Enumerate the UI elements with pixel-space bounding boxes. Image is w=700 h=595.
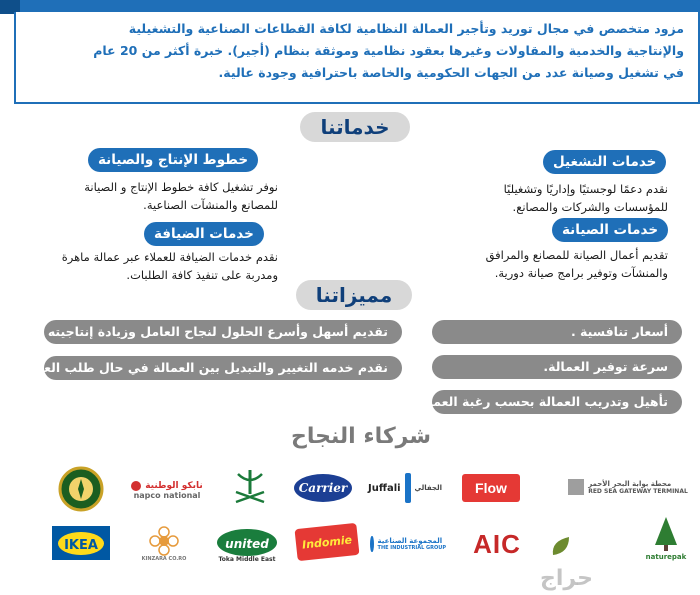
carrier-logo-text: Carrier	[298, 481, 348, 495]
partners-title: شركاء النجاح	[290, 424, 432, 449]
kinzara-logo	[134, 522, 194, 566]
feature-item: سرعة توفير العمالة.	[432, 355, 682, 379]
napco-logo-arabic: نابكو الوطنية	[145, 480, 203, 491]
red-sea-logo-text: RED SEA GATEWAY TERMINAL	[588, 487, 688, 495]
saudi-emblem-logo	[228, 464, 272, 510]
tree-icon	[651, 515, 681, 553]
leaf-icon	[547, 533, 575, 561]
production-service-desc: نوفر تشغيل كافة خطوط الإنتاج و الصيانة للمصانع والمنشآت الصناعية.	[84, 180, 278, 212]
intro-text	[34, 18, 684, 84]
industrial-group-arabic: المجموعة الصناعية	[377, 537, 443, 545]
red-sea-mark-icon	[568, 479, 584, 495]
ikea-logo-text: IKEA	[64, 537, 98, 553]
intro-line-3: في تشغيل وصيانة عدد من الجهات الحكومية والخاصة باحترافية وجودة عالية.	[218, 65, 684, 80]
maintenance-service-desc: تقديم أعمال الصيانة للمصانع والمرافق والمنشآت وتوفير برامج صيانة دورية.	[485, 248, 668, 280]
juffali-logo-text: Juffali	[368, 482, 401, 494]
aic-logo	[462, 528, 532, 560]
indomie-logo	[294, 523, 359, 561]
services-title: خدماتنا	[300, 112, 410, 142]
national-guard-logo	[58, 466, 104, 512]
united-toka-logo	[214, 524, 280, 568]
intro-line-1: مزود متخصص في مجال توريد وتأجير العمالة النظامية لكافة القطاعات الصناعية والتشغيلية	[128, 21, 684, 36]
intro-box	[14, 12, 700, 104]
intro-line-2: والإنتاجية والخدمية والمقاولات وغيرها بعقود نظامية وموثقة بنظام (أجير). خبرة أكثر من 20 عام	[93, 43, 684, 58]
toka-logo-text: Toka Middle East	[218, 556, 276, 563]
napco-dot-icon	[131, 481, 141, 491]
leaf-logo	[546, 532, 576, 562]
feature-item: أسعار تنافسية .	[432, 320, 682, 344]
united-logo-text: united	[225, 537, 269, 551]
operation-service-label: خدمات التشغيل	[543, 150, 666, 174]
feature-item: نقدم خدمه التغيير والتبديل بين العمالة في حال طلب العميل.	[44, 356, 402, 380]
red-sea-logo-arabic: محطة بوابة البحر الأحمر	[588, 479, 672, 488]
juffali-logo-arabic: الجفالي	[414, 484, 442, 492]
aic-logo-text: AIC	[473, 528, 521, 559]
kinzara-flower-icon	[149, 526, 179, 556]
industrial-group-icon	[370, 536, 374, 552]
juffali-mark-icon	[405, 473, 411, 503]
flow-logo	[462, 474, 520, 502]
carrier-logo	[294, 474, 352, 502]
production-service-label: خطوط الإنتاج والصيانة	[88, 148, 258, 172]
naturepak-logo-text: naturepak	[645, 553, 687, 561]
naturepak-logo	[636, 510, 696, 566]
hospitality-service-desc: نقدم خدمات الضيافة للعملاء عبر عمالة ماهرة ومدربة على تنفيذ كافة الطلبات.	[61, 250, 278, 282]
industrial-group-text: THE INDUSTRIAL GROUP	[377, 545, 446, 551]
napco-logo-text: napco national	[133, 490, 201, 500]
indomie-logo-text: Indomie	[301, 532, 353, 552]
ikea-logo	[52, 526, 110, 560]
watermark: حراج	[540, 566, 593, 591]
juffali-logo	[368, 470, 442, 506]
kinzara-logo-text: KINZARA CO.RO	[141, 556, 187, 562]
maintenance-service-label: خدمات الصيانة	[552, 218, 668, 242]
operation-service-desc: نقدم دعمًا لوجستيًا وإداريًا وتشغيليًا للمؤسسات والشركات والمصانع.	[503, 182, 668, 214]
feature-item: تقديم أسهل وأسرع الحلول لنجاح العامل وزيادة إنتاجيته .	[44, 320, 402, 344]
hospitality-service-label: خدمات الضيافة	[144, 222, 264, 246]
feature-item: تأهيل وتدريب العمالة بحسب رغبة العميل.	[432, 390, 682, 414]
red-sea-gateway-logo	[560, 474, 696, 500]
features-title: مميزاتنا	[296, 280, 412, 310]
napco-logo	[128, 478, 206, 502]
flow-logo-text: Flow	[475, 480, 507, 496]
industrial-group-logo	[370, 524, 446, 564]
